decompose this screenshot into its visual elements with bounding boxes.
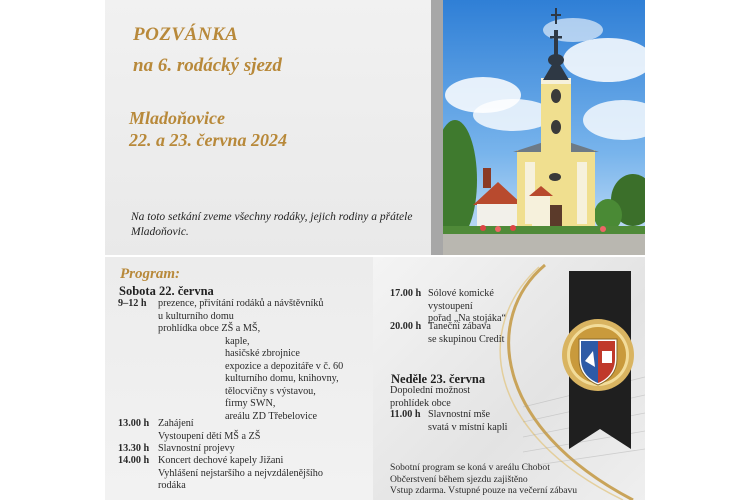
item-line: svatá v místní kapli — [428, 421, 508, 433]
saturday-morning — [118, 298, 368, 428]
program-item-1100 — [390, 409, 550, 435]
program-heading: Program: — [120, 266, 180, 282]
item-line: Koncert dechové kapely Jižani — [158, 455, 284, 466]
program-footer — [390, 462, 577, 497]
item-time: 14.00 h — [118, 455, 150, 466]
morning-line: firmy SWN, — [225, 398, 276, 409]
invitation-title: POZVÁNKA — [133, 24, 239, 45]
item-line: Zahájení — [158, 418, 194, 429]
item-line: Vyhlášení nejstaršího a nejvzdálenějšího — [158, 467, 323, 479]
item-line: pořad „Na stojáka“ — [428, 313, 507, 324]
item-line: vystoupení — [428, 300, 473, 312]
morning-time: 9–12 h — [118, 298, 147, 309]
item-line: Sólové komické — [428, 288, 494, 299]
footer-line: Vstup zdarma. Vstupné pouze na večerní zábavu — [390, 485, 578, 496]
program-item-2000 — [390, 321, 550, 347]
item-line: Vystoupení dětí MŠ a ZŠ — [158, 430, 261, 442]
item-line: Slavnostní mše — [428, 409, 490, 420]
item-time: 17.00 h — [390, 288, 422, 299]
item-line: se skupinou Credit — [428, 333, 505, 345]
morning-line: prohlídka obce ZŠ a MŠ, — [158, 323, 261, 334]
church-photo — [431, 0, 645, 255]
morning-line: hasičské zbrojnice — [225, 348, 300, 359]
sunday-intro-line: Dopolední možnost — [390, 385, 471, 396]
morning-line: prezence, přivítání rodáků a návštěvníků — [158, 298, 324, 309]
program-item-1400 — [118, 455, 368, 495]
morning-line: u kulturního domu — [158, 310, 234, 322]
morning-line: areálu ZD Třebelovice — [225, 410, 318, 422]
ornament-panel — [373, 257, 645, 500]
item-line: rodáka — [158, 480, 186, 491]
morning-line: kulturního domu, knihovny, — [225, 373, 339, 384]
footer-line: Sobotní program se koná v areálu Chobot — [390, 462, 550, 473]
item-line: Slavnostní projevy — [158, 443, 235, 454]
invitation-panel — [105, 0, 431, 255]
morning-line: tělocvičny s výstavou, — [225, 385, 316, 397]
sunday-intro-line: prohlídek obce — [390, 397, 451, 409]
morning-line: expozice a depozitáře v č. 60 — [225, 360, 344, 372]
church-illustration — [443, 0, 645, 255]
footer-line: Občerstvení během sjezdu zajištěno — [390, 473, 528, 485]
event-date: 22. a 23. června 2024 — [129, 130, 287, 150]
item-line: Taneční zábava — [428, 321, 491, 332]
sunday-intro — [390, 385, 550, 411]
event-place: Mladoňovice — [129, 108, 225, 128]
item-time: 20.00 h — [390, 321, 422, 332]
sunday-heading: Neděle 23. června — [391, 372, 486, 386]
saturday-heading: Sobota 22. června — [119, 284, 214, 298]
item-time: 13.00 h — [118, 418, 150, 429]
program-panel — [105, 257, 373, 500]
program-item-1300 — [118, 418, 368, 444]
item-time: 11.00 h — [390, 409, 421, 420]
morning-line: kaple, — [225, 335, 250, 347]
invitation-subtitle: na 6. rodácký sjezd — [133, 55, 282, 76]
invitation-intro: Na toto setkání zveme všechny rodáky, jejich rodiny a přátele Mladoňovic. — [131, 211, 413, 238]
item-time: 13.30 h — [118, 443, 150, 454]
